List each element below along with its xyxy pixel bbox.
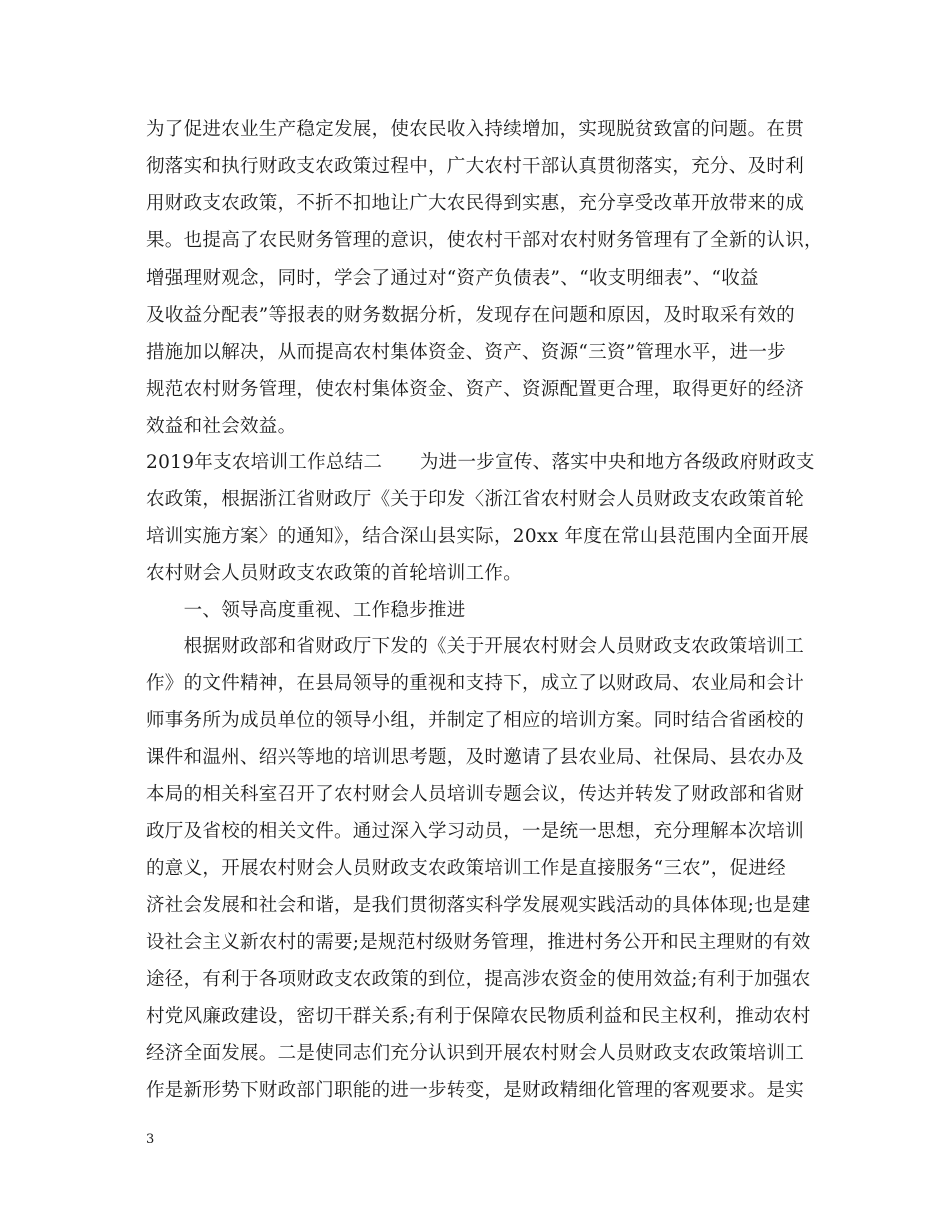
text-line: 经济全面发展。二是使同志们充分认识到开展农村财会人员财政支农政策培训工: [146, 1043, 805, 1064]
text-line: 途径，有利于各项财政支农政策的到位，提高涉农资金的使用效益;有利于加强农: [146, 969, 811, 990]
text-line: 及收益分配表”等报表的财务数据分析，发现存在问题和原因，及时取采有效的: [146, 305, 795, 326]
text-line: 根据财政部和省财政厅下发的《关于开展农村财会人员财政支农政策培训工: [146, 636, 805, 657]
text-line: 课件和温州、绍兴等地的培训思考题，及时邀请了县农业局、社保局、县农办及: [146, 747, 805, 768]
text-line: 农政策，根据浙江省财政厅《关于印发〈浙江省农村财会人员财政支农政策首轮: [146, 489, 805, 510]
text-line: 彻落实和执行财政支农政策过程中，广大农村干部认真贯彻落实，充分、及时利: [146, 156, 805, 177]
text-line: 政厅及省校的相关文件。通过深入学习动员，一是统一思想，充分理解本次培训: [146, 821, 805, 842]
text-line: 师事务所为成员单位的领导小组，并制定了相应的培训方案。同时结合省函校的: [146, 710, 805, 731]
text-line: 措施加以解决，从而提高农村集体资金、资产、资源“三资”管理水平，进一步: [146, 342, 786, 363]
text-line: 规范农村财务管理，使农村集体资金、资产、资源配置更合理，取得更好的经济: [146, 379, 805, 400]
text-line: 果。也提高了农民财务管理的意识，使农村干部对农村财务管理有了全新的认识，: [146, 230, 823, 251]
section-heading: 一、领导高度重视、工作稳步推进: [146, 600, 466, 621]
page-number: 3: [146, 1132, 155, 1147]
text-line: 用财政支农政策，不折不扣地让广大农民得到实惠，充分享受改革开放带来的成: [146, 193, 805, 214]
text-line: 作是新形势下财政部门职能的进一步转变，是财政精细化管理的客观要求。是实: [146, 1080, 805, 1101]
text-line: 增强理财观念，同时，学会了通过对“资产负债表”、“收支明细表”、“收益: [146, 268, 759, 289]
text-line: 作》的文件精神，在县局领导的重视和支持下，成立了以财政局、农业局和会计: [146, 673, 805, 694]
text-line: 济社会发展和社会和谐，是我们贯彻落实科学发展观实践活动的具体体现;也是建: [146, 895, 811, 916]
text-line: 本局的相关科室召开了农村财会人员培训专题会议，传达并转发了财政部和省财: [146, 784, 805, 805]
text-line: 为了促进农业生产稳定发展，使农民收入持续增加，实现脱贫致富的问题。在贯: [146, 119, 805, 140]
text-line: 效益和社会效益。: [146, 416, 297, 437]
text-line: 培训实施方案〉的通知》，结合深山县实际，20xx 年度在常山县范围内全面开展: [146, 526, 809, 547]
text-line: 农村财会人员财政支农政策的首轮培训工作。: [146, 563, 523, 584]
text-line: 村党风廉政建设，密切干群关系;有利于保障农民物质利益和民主权利，推动农村: [146, 1006, 811, 1027]
text-line: 的意义，开展农村财会人员财政支农政策培训工作是直接服务“三农”，促进经: [146, 858, 786, 879]
text-line: 设社会主义新农村的需要;是规范村级财务管理，推进村务公开和民主理财的有效: [146, 932, 811, 953]
section-title-line: 2019年支农培训工作总结二 为进一步宣传、落实中央和地方各级政府财政支: [146, 452, 815, 473]
